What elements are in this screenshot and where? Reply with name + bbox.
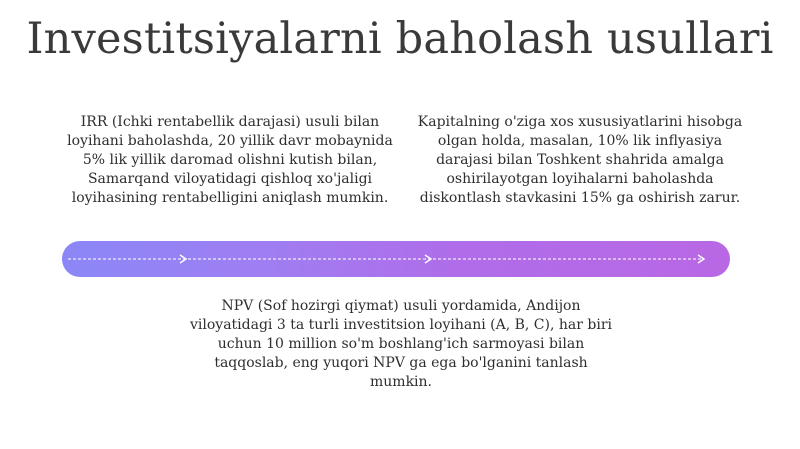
irr-text-block: IRR (Ichki rentabellik darajasi) usuli bilan loyihani baholashda, 20 yillik davr mobaynida 5% lik yillik daromad olishni kutish bilan, Samarqand viloyatidagi qishloq xo'jaligi loyihasining rentabelligini aniqlash mumkin.	[67, 114, 393, 206]
capital-text-block: Kapitalning o'ziga xos xususiyatlarini hisobga olgan holda, masalan, 10% lik inflyasiya darajasi bilan Toshkent shahrida amalga oshirilayotgan loyihalarni baholashda diskontlash stavkasini 15% ga oshirish zarur.	[417, 114, 743, 206]
timeline-bar	[62, 241, 730, 277]
slide-title: Investitsiyalarni baholash usullari	[26, 14, 774, 64]
timeline-arrows	[62, 241, 730, 277]
npv-text-block: NPV (Sof hozirgi qiymat) usuli yordamida, Andijon viloyatidagi 3 ta turli investitsion loyihani (A, B, C), har biri uchun 10 million so'm boshlang'ich sarmoyasi bilan taqqoslab, eng yuqori NPV ga ega bo'lganini tanlash mumkin.	[190, 298, 612, 390]
